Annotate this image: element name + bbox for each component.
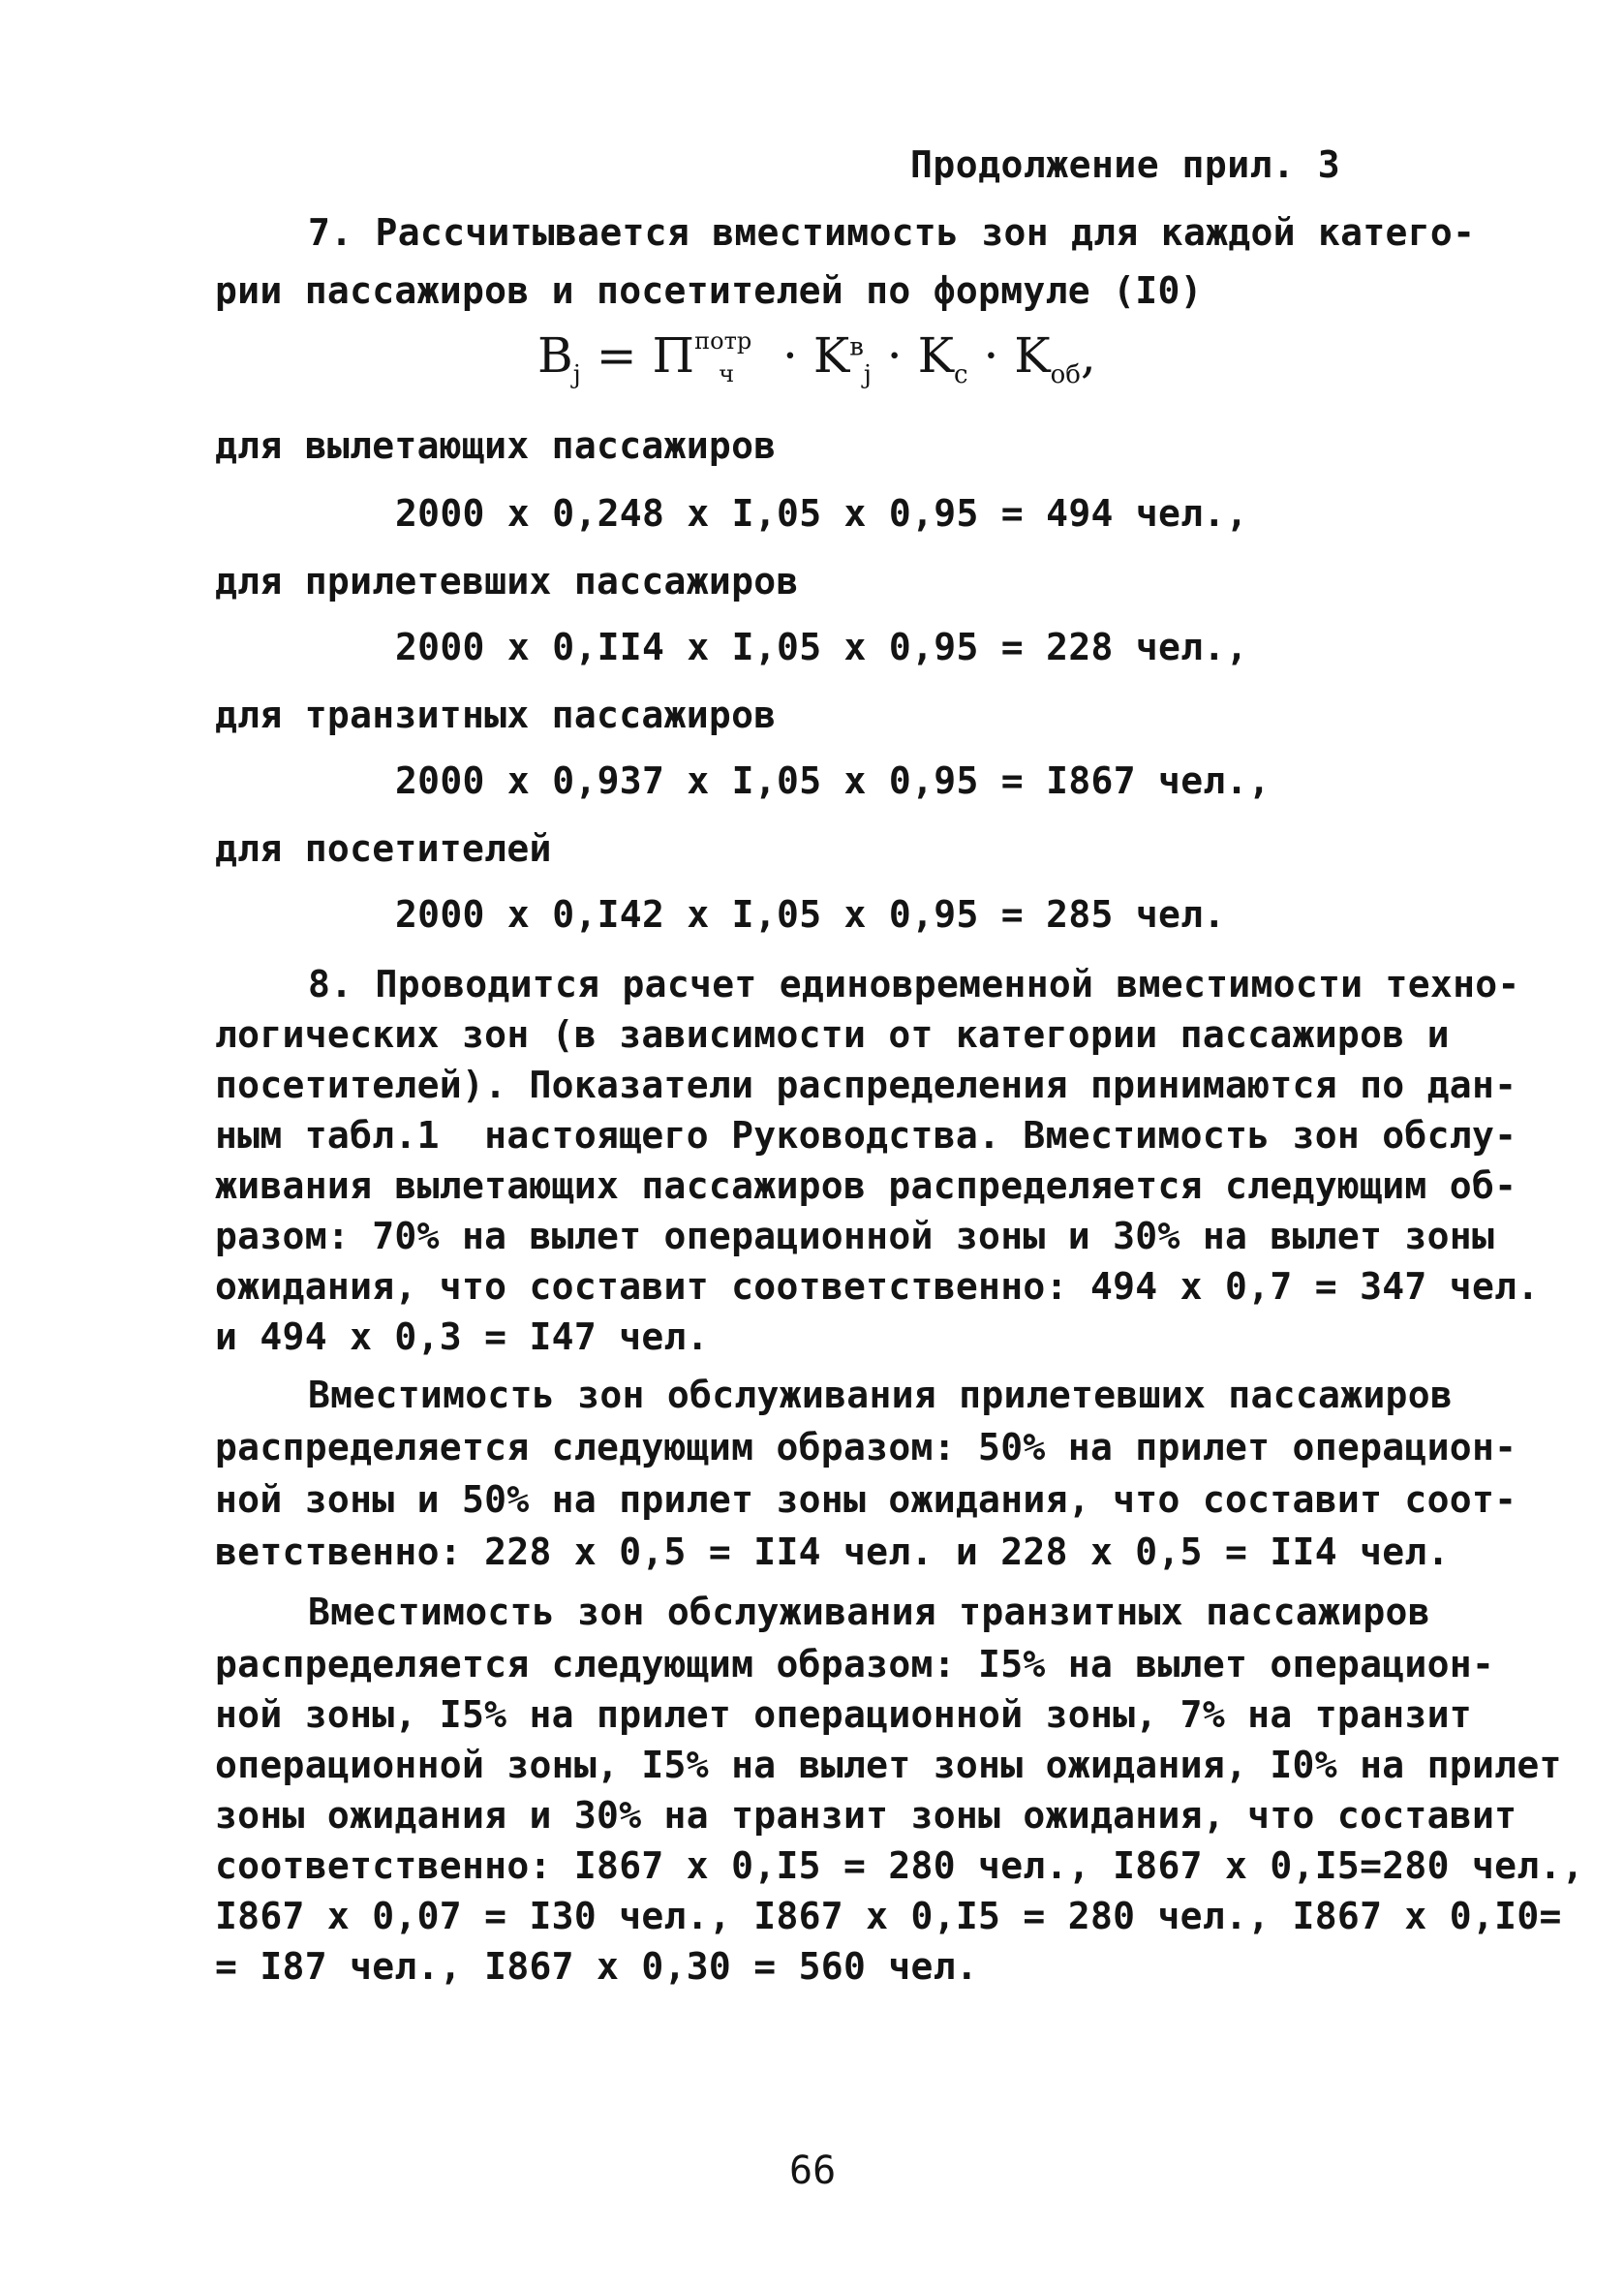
capacity-formula [537, 327, 1096, 389]
arriving-label: для прилетевших пассажиров [215, 560, 799, 603]
formula-dot: · [983, 327, 999, 384]
formula-sub-c: c [953, 360, 968, 389]
section8-line: и 494 x 0,3 = I47 чел. [215, 1315, 709, 1358]
visitors-label: для посетителей [215, 827, 552, 870]
arriving-calc: 2000 x 0,II4 x I,05 x 0,95 = 228 чел., [395, 626, 1248, 668]
arriving-paragraph-line: ветственно: 228 x 0,5 = II4 чел. и 228 x 0,5 = II4 чел. [215, 1530, 1450, 1573]
formula-kob: K [1014, 327, 1051, 384]
transit-paragraph-line: распределяется следующим образом: I5% на вылет операцион- [215, 1643, 1495, 1685]
transit-paragraph-line: зоны ожидания и 30% на транзит зоны ожидания, что составит [215, 1794, 1517, 1837]
formula-sup-v: в [849, 332, 864, 362]
formula-dot: · [782, 327, 798, 384]
formula-comma: , [1080, 327, 1096, 384]
transit-paragraph-line: соответственно: I867 x 0,I5 = 280 чел., I867 x 0,I5=280 чел., [215, 1844, 1584, 1887]
formula-kc: K [917, 327, 954, 384]
transit-label: для транзитных пассажиров [215, 694, 777, 736]
visitors-calc: 2000 x 0,I42 x I,05 x 0,95 = 285 чел. [395, 893, 1226, 936]
formula-k: K [812, 327, 850, 384]
section8-line: логических зон (в зависимости от категории пассажиров и [215, 1013, 1450, 1056]
formula-sub-j2: j [863, 360, 872, 389]
arriving-paragraph-line: Вместимость зон обслуживания прилетевших пассажиров [308, 1374, 1454, 1416]
arriving-paragraph-line: ной зоны и 50% на прилет зоны ожидания, что составит соот- [215, 1478, 1517, 1521]
transit-paragraph-line: = I87 чел., I867 x 0,30 = 560 чел. [215, 1945, 979, 1988]
section8-line: 8. Проводится расчет единовременной вместимости техно- [308, 963, 1520, 1005]
section8-line: разом: 70% на вылет операционной зоны и 30% на вылет зоны [215, 1215, 1495, 1257]
transit-paragraph-line: Вместимость зон обслуживания транзитных пассажиров [308, 1591, 1430, 1633]
departing-label: для вылетающих пассажиров [215, 424, 777, 467]
formula-b: B [537, 327, 573, 384]
formula-sup-potr: потр [694, 327, 752, 355]
transit-paragraph-line: ной зоны, I5% на прилет операционной зоны, 7% на транзит [215, 1693, 1472, 1736]
section8-line: ожидания, что составит соответственно: 494 x 0,7 = 347 чел. [215, 1265, 1540, 1308]
arriving-paragraph-line: распределяется следующим образом: 50% на прилет операцион- [215, 1426, 1517, 1469]
formula-sub-ch: ч [719, 360, 735, 387]
formula-sub-j: j [572, 360, 581, 389]
transit-paragraph-line: I867 x 0,07 = I30 чел., I867 x 0,I5 = 280 чел., I867 x 0,I0= [215, 1895, 1562, 1937]
formula-dot: · [886, 327, 903, 384]
section8-line: посетителей). Показатели распределения принимаются по дан- [215, 1064, 1517, 1106]
formula-sub-ob: об [1050, 360, 1081, 389]
formula-equals: = [596, 327, 637, 384]
section7-line2: рии пассажиров и посетителей по формуле (I0) [215, 269, 1203, 312]
section7-line1: 7. Рассчитывается вместимость зон для каждой катего- [308, 211, 1476, 254]
section8-line: живания вылетающих пассажиров распределяется следующим об- [215, 1164, 1517, 1207]
transit-calc: 2000 x 0,937 x I,05 x 0,95 = I867 чел., [395, 759, 1271, 802]
section8-line: ным табл.1 настоящего Руководства. Вместимость зон обслу- [215, 1114, 1517, 1157]
transit-paragraph-line: операционной зоны, I5% на вылет зоны ожидания, I0% на прилет [215, 1744, 1562, 1786]
departing-calc: 2000 x 0,248 x I,05 x 0,95 = 494 чел., [395, 492, 1248, 535]
page-number: 66 [789, 2149, 837, 2193]
continuation-header: Продолжение прил. 3 [910, 143, 1341, 186]
formula-p: П [652, 327, 695, 384]
